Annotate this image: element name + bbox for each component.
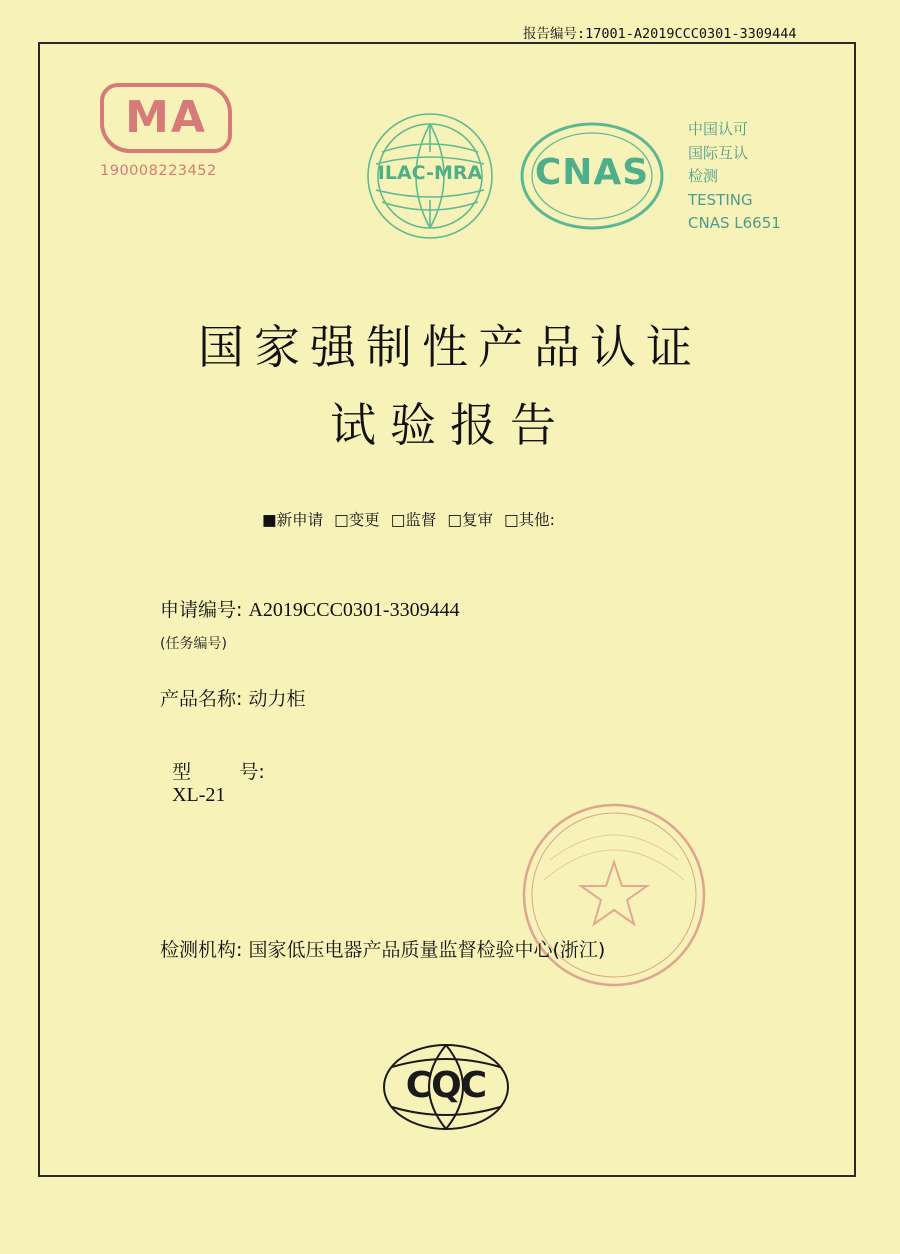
ma-number: 190008223452 (100, 163, 217, 179)
option-supervision (391, 511, 437, 529)
checkbox-empty-icon: □ (390, 511, 406, 529)
cqc-logo (382, 1043, 510, 1131)
option-label: 新申请 (276, 511, 324, 529)
checkbox-empty-icon: □ (334, 511, 349, 529)
document-title: 国家强制性产品认证 (198, 320, 702, 374)
field-value: XL-21 (172, 784, 226, 806)
cnas-line-1: 中国认可 (688, 120, 749, 138)
field-model (160, 735, 265, 807)
document-subtitle: 试验报告 (330, 398, 570, 452)
field-value: 国家低压电器产品质量监督检验中心(浙江) (248, 939, 606, 961)
report-number: 报告编号:17001-A2019CCC0301-3309444 (523, 26, 797, 42)
cnas-side-text (688, 118, 781, 236)
field-label: 型 号: (172, 761, 265, 783)
cnas-line-2: 国际互认 (688, 143, 749, 162)
ma-logo: MA (100, 83, 232, 153)
cnas-stamp (518, 120, 666, 232)
field-value: A2019CCC0301-3309444 (248, 599, 460, 621)
cnas-line-3: 检测 (688, 167, 719, 185)
ilac-mra-stamp (362, 112, 498, 240)
cnas-line-4: TESTING (688, 190, 753, 209)
field-label: 产品名称: (160, 688, 243, 710)
option-label: 复审 (461, 511, 493, 529)
field-label: 检测机构: (160, 939, 243, 961)
cnas-line-5: CNAS L6651 (688, 214, 781, 232)
checkbox-checked-icon: ■ (262, 511, 277, 529)
checkbox-empty-icon: □ (447, 511, 462, 529)
option-label: 监督 (405, 511, 437, 529)
option-change (334, 511, 380, 529)
application-type-row (262, 508, 561, 530)
field-product-name (160, 684, 305, 711)
option-new-application (262, 511, 323, 529)
ma-stamp (100, 83, 240, 187)
task-number-label: (任务编号) (160, 636, 227, 652)
option-label: 其他: (518, 511, 555, 529)
option-other (504, 511, 555, 529)
cqc-logo-text: CQC (405, 1065, 487, 1106)
ilac-logo-text: ILAC-MRA (377, 162, 483, 184)
field-label: 申请编号: (160, 599, 243, 621)
field-application-no (160, 595, 460, 622)
field-testing-org (160, 935, 605, 962)
cnas-logo-text: CNAS (534, 152, 650, 193)
option-label: 变更 (348, 511, 380, 529)
field-value: 动力柜 (248, 688, 306, 710)
checkbox-empty-icon: □ (503, 511, 519, 529)
option-review (447, 511, 493, 529)
